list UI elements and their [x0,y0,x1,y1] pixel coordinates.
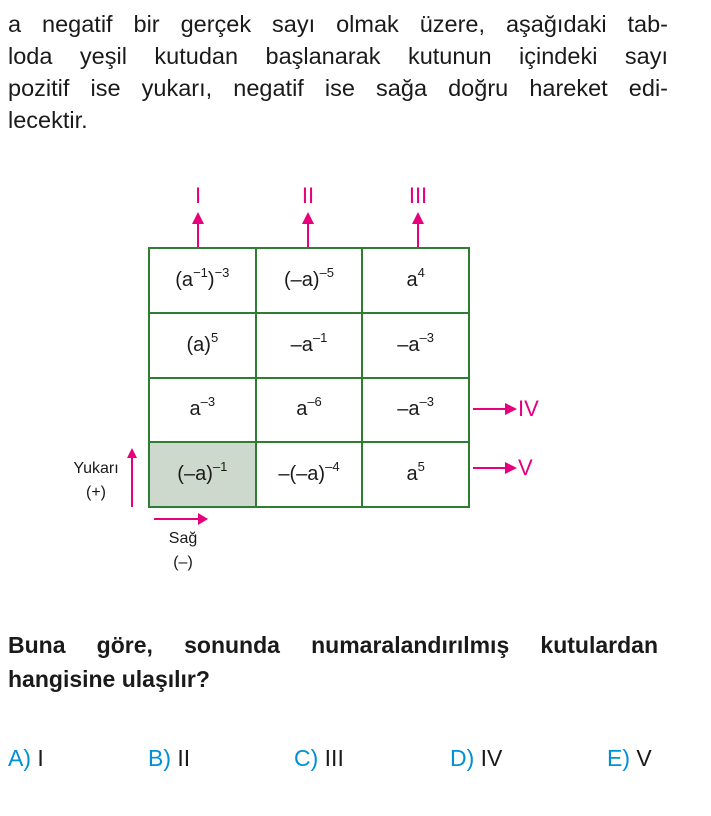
grid-row [149,442,469,507]
option-e[interactable]: E) V [607,745,652,771]
up-label: Yukarı [73,460,119,477]
grid-cell: $(-a)^{-5}$ [256,248,363,313]
grid-cell: $a^{-6}$ [256,378,363,443]
arrow-right-icon [198,513,208,525]
column-mark-ii: II [301,183,315,208]
grid-cell: $a^4$ [362,248,469,313]
arrow-shaft [473,408,507,410]
grid-row [149,378,469,443]
arrow-shaft [197,222,199,247]
grid-cell: $(a)^5$ [149,313,256,378]
column-mark-i: I [194,183,202,208]
row-mark-v: V [518,455,533,480]
option-b[interactable]: B) II [148,745,191,771]
right-sign: (–) [173,554,193,571]
question-line: Buna göre, sonunda numaralandırılmış kutulardan [8,632,658,658]
intro-line: lecektir. [8,107,88,133]
grid-row [149,313,469,378]
number-grid [148,247,470,508]
arrow-shaft [131,457,133,507]
right-label: Sağ [168,530,198,547]
intro-line: a negatif bir gerçek sayı olmak üzere, aşağıdaki tab- [8,11,668,37]
option-a[interactable]: A) I [8,745,44,771]
column-mark-iii: III [408,183,428,208]
grid-cell: $(a^{-1})^{-3}$ [149,248,256,313]
option-d[interactable]: D) IV [450,745,503,771]
arrow-shaft [417,222,419,247]
option-c[interactable]: C) III [294,745,344,771]
question-line: hangisine ulaşılır? [8,666,210,692]
grid-cell-start: $(-a)^{-1}$ [149,442,256,507]
intro-line: loda yeşil kutudan başlanarak kutunun içindeki sayı [8,43,668,69]
arrow-right-icon [505,462,517,474]
arrow-shaft [473,467,507,469]
grid-cell: $-(-a)^{-4}$ [256,442,363,507]
grid-cell: $-a^{-3}$ [362,378,469,443]
intro-line: pozitif ise yukarı, negatif ise sağa doğru hareket edi- [8,75,668,101]
arrow-right-icon [505,403,517,415]
grid-cell: $a^5$ [362,442,469,507]
up-sign: (+) [86,484,106,501]
answer-options [0,745,711,775]
intro-paragraph [8,8,668,136]
grid-cell: $a^{-3}$ [149,378,256,443]
arrow-shaft [154,518,200,520]
grid-row [149,248,469,313]
grid-cell: $-a^{-1}$ [256,313,363,378]
question-text [8,628,658,696]
row-mark-iv: IV [518,396,539,421]
grid-cell: $-a^{-3}$ [362,313,469,378]
arrow-shaft [307,222,309,247]
